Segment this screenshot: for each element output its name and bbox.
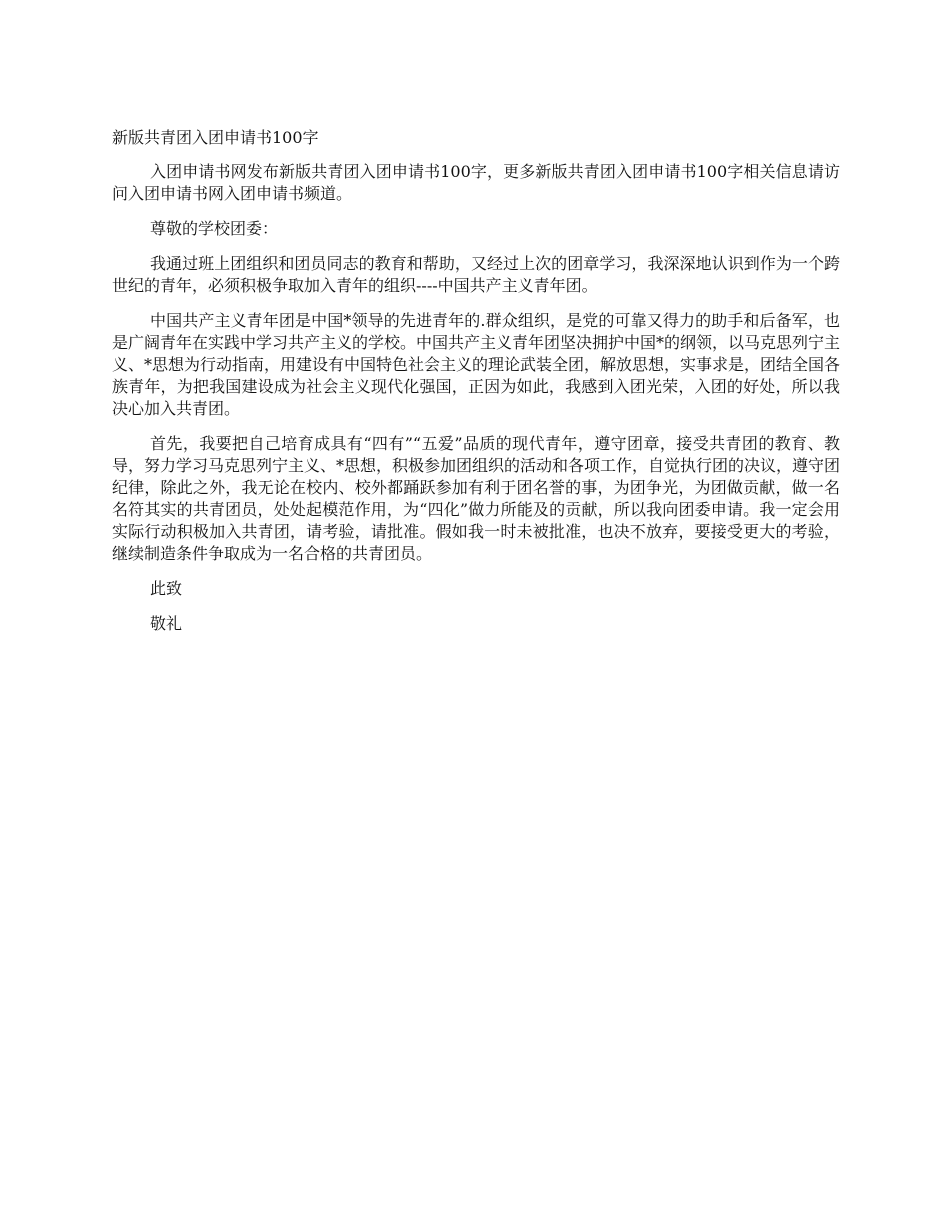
body-paragraph: 我通过班上团组织和团员同志的教育和帮助，又经过上次的团章学习，我深深地认识到作为一个跨世纪的青年，必须积极争取加入青年的组织----中国共产主义青年团。: [112, 254, 840, 295]
document-title: 新版共青团入团申请书100字: [112, 128, 319, 147]
closing-phrase: 此致: [150, 579, 183, 598]
closing-salute: 敬礼: [150, 614, 183, 633]
body-paragraph: 首先，我要把自己培育成具有“四有”“五爱”品质的现代青年，遵守团章，接受共青团的教育、教导，努力学习马克思列宁主义、*思想，积极参加团组织的活动和各项工作，自觉执行团的决议，遵守团纪律，除此之外，我无论在校内、校外都踊跃参加有利于团名誉的事，为团争光，为团做贡献，做一名名符其实的共青团员，处处起模范作用，为“四化”做力所能及的贡献，所以我向团委申请。我一定会用实际行动积极加入共青团，请考验，请批准。假如我一时未被批准，也决不放弃，要接受更大的考验，继续制造条件争取成为一名合格的共青团员。: [112, 434, 841, 563]
intro-paragraph: 入团申请书网发布新版共青团入团申请书100字，更多新版共青团入团申请书100字相关信息请访问入团申请书网入团申请书频道。: [112, 162, 840, 203]
document-page: [112, 127, 840, 648]
salutation: 尊敬的学校团委：: [150, 219, 279, 238]
body-paragraph: 中国共产主义青年团是中国*领导的先进青年的.群众组织，是党的可靠又得力的助手和后备军，也是广阔青年在实践中学习共产主义的学校。中国共产主义青年团坚决拥护中国*的纲领，以马克思列宁主义、*思想为行动指南，用建设有中国特色社会主义的理论武装全团，解放思想，实事求是，团结全国各族青年，为把我国建设成为社会主义现代化强国，正因为如此，我感到入团光荣，入团的好处，所以我决心加入共青团。: [112, 311, 841, 418]
